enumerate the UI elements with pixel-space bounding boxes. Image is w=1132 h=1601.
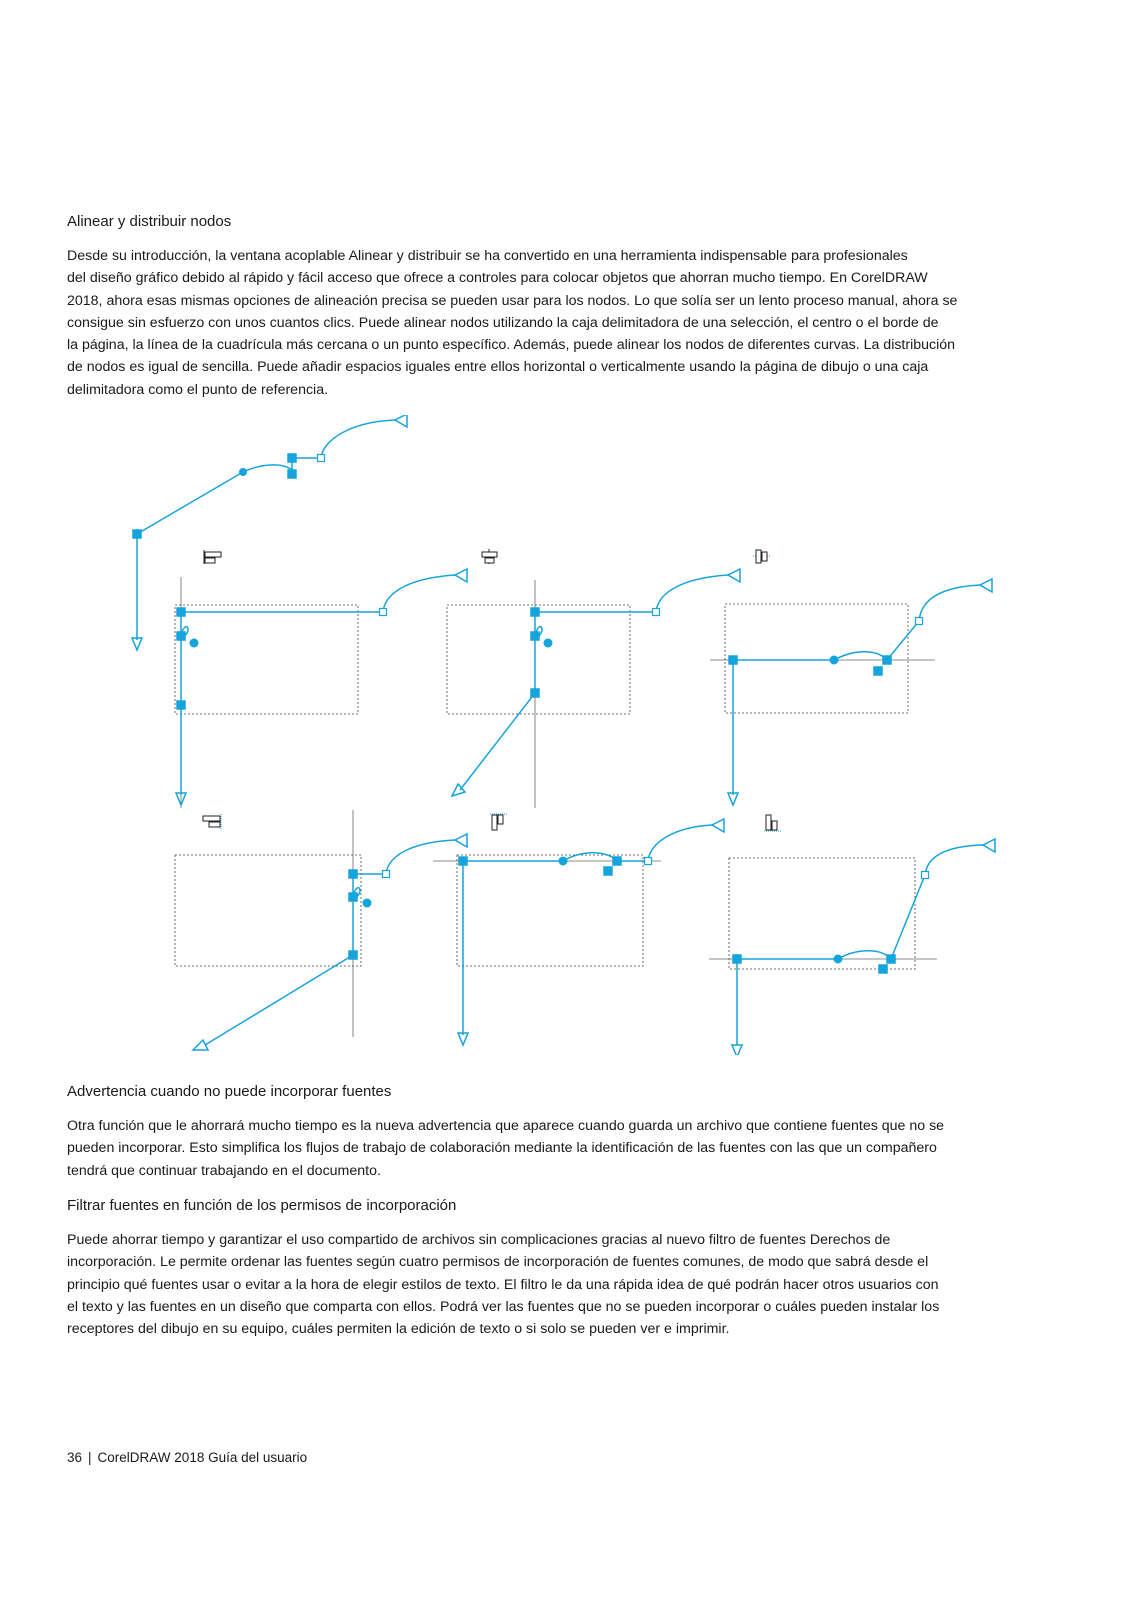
- align-left-icon: [204, 550, 221, 564]
- text-line: del diseño gráfico debido al rápido y fácil acceso que ofrece a controles para colocar objetos que ahorran mucho tiempo. En CorelDRAW: [67, 270, 928, 287]
- node-alignment-figure: [0, 415, 1132, 1055]
- panel-align-bottom: [709, 839, 995, 1055]
- align-center-vertical-icon: [753, 550, 771, 563]
- paragraph-align-nodes: [67, 245, 1067, 401]
- text-line: Desde su introducción, la ventana acoplable Alinear y distribuir se ha convertido en una herramienta indispensable para profesionales: [67, 248, 908, 264]
- text-line: receptores del dibujo en su equipo, cuáles permiten la edición de texto o si solo se pueden ver e imprimir.: [67, 1321, 730, 1338]
- align-bottom-icon: [764, 815, 781, 831]
- panel-align-right: [175, 810, 467, 1050]
- text-line: el texto y las fuentes en un diseño que comparta con ellos. Podrá ver las fuentes que no se pueden incorporar o cuáles pueden instalar los: [67, 1298, 940, 1315]
- text-line: pueden incorporar. Esto simplifica los flujos de trabajo de colaboración mediante la identificación de las fuentes con las que un compañero: [67, 1140, 937, 1157]
- panel-align-top: [433, 819, 724, 1045]
- section-heading-font-warning: Advertencia cuando no puede incorporar fuentes: [67, 1083, 392, 1100]
- section-heading-font-filter: Filtrar fuentes en función de los permisos de incorporación: [67, 1197, 457, 1214]
- align-center-horizontal-icon: [482, 549, 497, 564]
- paragraph-font-filter: [67, 1229, 1067, 1340]
- text-line: Puede ahorrar tiempo y garantizar el uso compartido de archivos sin complicaciones gracias al nuevo filtro de fuentes Derechos de: [67, 1232, 891, 1248]
- text-line: la página, la línea de la cuadrícula más cercana o un punto específico. Además, puede alinear los nodos de diferentes curvas. La distribución: [67, 337, 956, 354]
- text-line: delimitadora como el punto de referencia.: [67, 381, 329, 398]
- align-right-icon: [203, 814, 221, 830]
- panel-align-center-horizontal: [447, 569, 740, 808]
- page-number: 36: [67, 1450, 83, 1465]
- text-line: 2018, ahora esas mismas opciones de alineación precisa se pueden usar para los nodos. Lo que solía ser un lento proceso manual, ahora se: [67, 292, 958, 309]
- panel-align-left: [175, 569, 467, 808]
- text-line: Otra función que le ahorrará mucho tiempo es la nueva advertencia que aparece cuando guarda un archivo que contiene fuentes que no se: [67, 1118, 945, 1134]
- paragraph-font-warning: [67, 1115, 1067, 1182]
- footer-title: CorelDRAW 2018 Guía del usuario: [97, 1450, 308, 1465]
- original-curve: [132, 415, 407, 650]
- text-line: principio qué fuentes usar o evitar a la hora de elegir estilos de texto. El filtro le da una rápida idea de qué podrán hacer otros usuarios con: [67, 1276, 939, 1293]
- page-footer: [67, 1450, 307, 1465]
- text-line: de nodos es igual de sencilla. Puede añadir espacios iguales entre ellos horizontal o verticalmente usando la página de dibujo o una caja: [67, 359, 929, 376]
- text-line: tendrá que continuar trabajando en el documento.: [67, 1162, 381, 1179]
- section-heading-align-nodes: Alinear y distribuir nodos: [67, 213, 232, 230]
- align-top-icon: [490, 814, 507, 830]
- footer-separator: |: [88, 1450, 92, 1465]
- panel-align-center-vertical: [710, 579, 992, 805]
- text-line: consigue sin esfuerzo con unos cuantos clics. Puede alinear nodos utilizando la caja delimitadora de una selección, el centro o el borde de: [67, 314, 939, 331]
- text-line: incorporación. Le permite ordenar las fuentes según cuatro permisos de incorporación de fuentes comunes, de modo que sabrá desde el: [67, 1254, 929, 1271]
